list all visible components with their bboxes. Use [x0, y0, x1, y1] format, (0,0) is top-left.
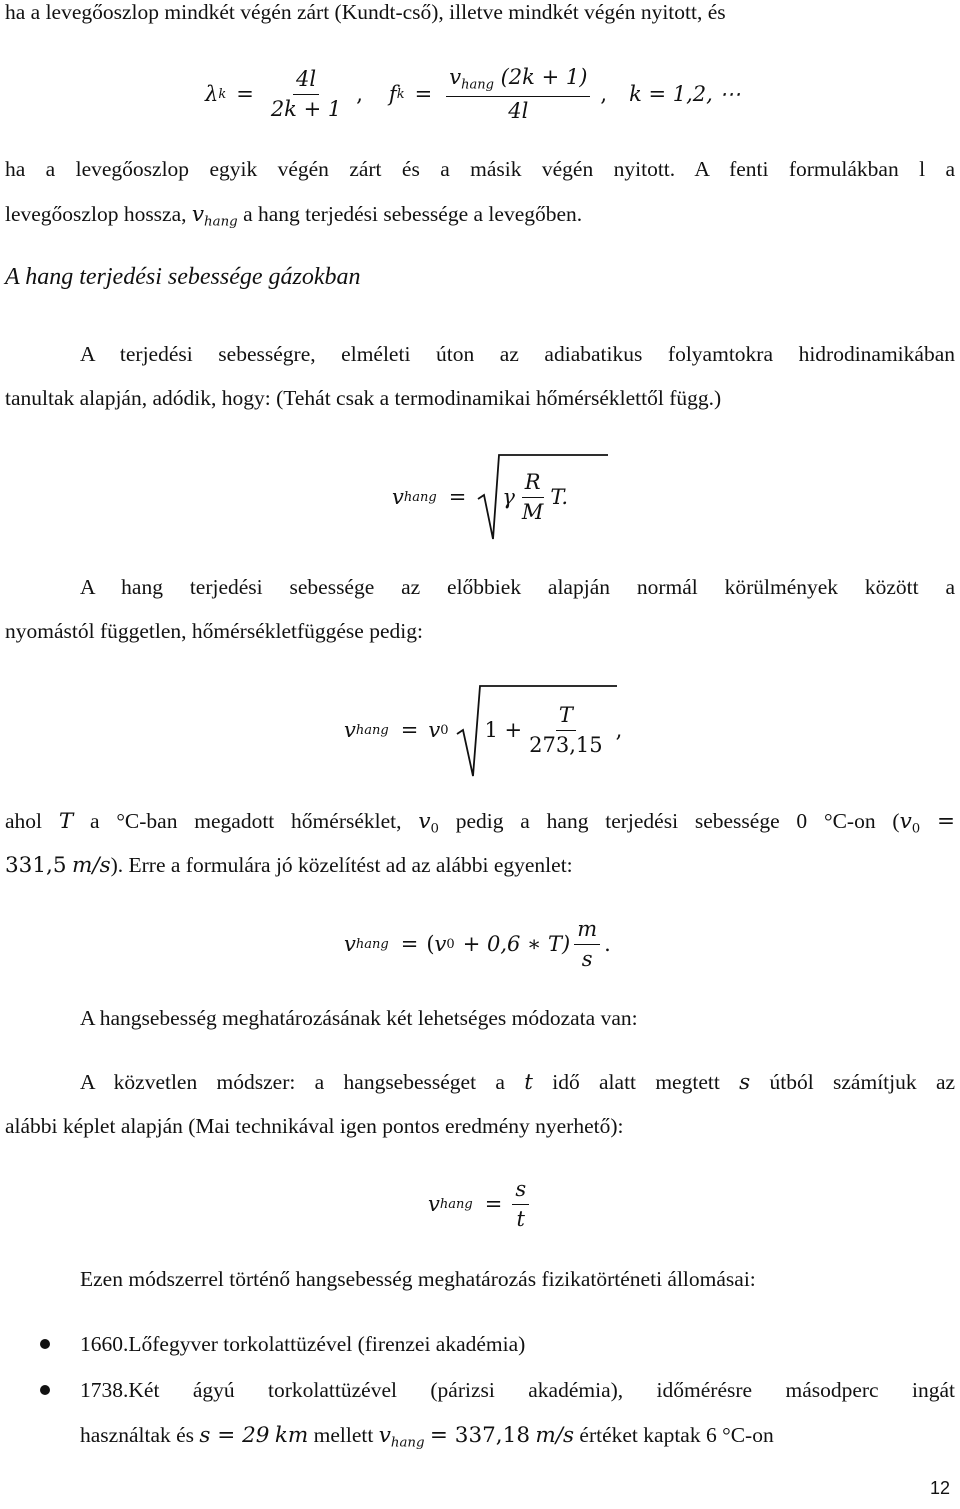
comma: ,	[600, 82, 608, 106]
v-symbol: v	[449, 65, 462, 90]
paragraph-3-line-1	[5, 332, 955, 376]
text: A közvetlen módszer: a hangsebességet a	[80, 1070, 505, 1094]
numerator: s	[512, 1177, 529, 1204]
section-heading: A hang terjedési sebessége gázokban	[5, 264, 361, 290]
fraction-f	[446, 65, 590, 123]
v-value: = 337,18	[429, 1423, 530, 1448]
equals-sign: =	[400, 718, 419, 742]
formula-lambda-f	[205, 58, 741, 130]
paragraph-8	[5, 1257, 955, 1301]
denominator: s	[581, 946, 593, 971]
list-item-line-2	[80, 1413, 955, 1466]
text: levegőoszlop hossza,	[5, 202, 187, 226]
text: ). Erre a formulára jó közelítést ad az alábbi egyenlet:	[110, 853, 573, 877]
v-symbol: v	[418, 809, 431, 834]
denominator: 273,15	[529, 732, 603, 757]
v-symbol: v	[899, 809, 912, 834]
text-line: tanultak alapján, adódik, hogy: (Tehát csak a termodinamikai hőmérséklettől függ.)	[5, 386, 722, 410]
v-symbol: v	[191, 202, 205, 227]
text-line: A hangsebesség meghatározásának két lehetséges módozata van:	[80, 1006, 638, 1030]
subscript: k	[218, 86, 227, 102]
text: értéket kaptak 6	[579, 1423, 717, 1447]
text: C-on	[730, 1423, 774, 1447]
text: használtak és	[80, 1423, 195, 1447]
s-symbol: s	[739, 1070, 751, 1095]
subscript: 0	[430, 821, 439, 837]
unit: km	[274, 1423, 309, 1448]
text: útból számítjuk az	[769, 1070, 956, 1094]
equals-sign: =	[236, 82, 254, 106]
fraction-t	[526, 703, 605, 756]
v-symbol: v	[428, 1192, 440, 1216]
comma: ,	[356, 82, 363, 106]
text: ahol	[5, 809, 43, 833]
text: a	[89, 809, 100, 833]
degree-symbol: °	[722, 1423, 731, 1447]
text: mellett	[313, 1423, 374, 1447]
numerator: R	[522, 470, 544, 497]
paragraph-6	[5, 996, 955, 1040]
paragraph-intro	[5, 0, 955, 34]
text: pedig a hang terjedési sebessége 0	[455, 809, 808, 833]
paragraph-2-line-2	[5, 192, 955, 245]
paragraph-3-line-2	[5, 376, 955, 420]
formula-approximation	[344, 912, 611, 976]
denominator: 2k + 1	[270, 96, 342, 121]
lambda-symbol: λ	[205, 82, 219, 106]
fraction-m-s	[574, 917, 600, 970]
unit: m/s	[71, 853, 111, 878]
text-line: A terjedési sebességre, elméleti úton az adiabatikus folyamtokra hidrodinamikában	[80, 342, 955, 366]
sqrt-radical	[457, 682, 481, 778]
expression: + 0,6 ∗ T)	[462, 932, 571, 956]
page-number: 12	[929, 1478, 950, 1498]
bullet-icon	[40, 1339, 50, 1349]
equals-sign: =	[400, 932, 419, 956]
v0-value: 331,5	[5, 853, 67, 878]
list-item-text: 1738.Két ágyú torkolattüzével (párizsi akadémia), időmérésre másodperc ingát	[80, 1378, 955, 1402]
subscript: hang	[355, 722, 389, 738]
paragraph-4-line-1	[5, 565, 955, 609]
text-line: Ezen módszerrel történő hangsebesség meghatározás fizikatörténeti állomásai:	[80, 1267, 756, 1291]
text: C-ban megadott hőmérséklet,	[124, 809, 402, 833]
subscript: hang	[355, 936, 389, 952]
paragraph-4-line-2	[5, 609, 955, 653]
comma: ,	[615, 718, 623, 742]
equals-sign: =	[414, 82, 433, 106]
text: C-on (	[832, 809, 900, 833]
fraction-s-t	[512, 1177, 529, 1230]
subscript: hang	[204, 214, 238, 230]
v-symbol: v	[434, 932, 447, 956]
list-item-text: 1660.Lőfegyver torkolattüzével (firenzei akadémia)	[80, 1332, 526, 1356]
paragraph-7-line-2	[5, 1104, 955, 1148]
text: a hang terjedési sebessége a levegőben.	[243, 202, 583, 226]
paragraph-2-line-1	[5, 147, 955, 191]
unit: m/s	[535, 1423, 575, 1448]
denominator: t	[516, 1206, 525, 1231]
equals-sign: =	[448, 485, 467, 509]
subscript: 0	[446, 936, 455, 952]
s-value: s = 29	[199, 1423, 270, 1448]
paragraph-5-line-2	[5, 843, 955, 888]
f-symbol: f	[388, 82, 397, 106]
text-line: alábbi képlet alapján (Mai technikával igen pontos eredmény nyerhető):	[5, 1114, 624, 1138]
k-values: k = 1,2, ⋯	[629, 82, 741, 106]
subscript: 0	[440, 722, 449, 738]
equals-sign: =	[937, 809, 956, 834]
text-line: ha a levegőoszlop mindkét végén zárt (Kundt-cső), illetve mindkét végén nyitott, és	[5, 0, 726, 24]
subscript: hang	[461, 77, 494, 93]
t-symbol: T.	[550, 485, 569, 509]
open-paren: (	[426, 932, 435, 956]
equals-sign: =	[484, 1192, 503, 1216]
v-symbol: v	[378, 1423, 391, 1448]
text-line: A hang terjedési sebessége az előbbiek alapján normál körülmények között a	[80, 575, 955, 599]
degree-symbol: °	[116, 809, 125, 833]
formula-sqrt-gamma	[392, 452, 568, 542]
period: .	[604, 932, 611, 956]
numerator: (2k + 1)	[500, 65, 588, 90]
v-symbol: v	[344, 718, 356, 742]
numerator: T	[556, 703, 576, 730]
t-symbol: T	[58, 809, 74, 834]
gamma-symbol: γ	[502, 485, 515, 509]
paragraph-7-line-1	[5, 1060, 955, 1105]
text: idő alatt megtett	[552, 1070, 720, 1094]
fraction-r-m	[519, 470, 547, 523]
denominator: 4l	[508, 98, 529, 123]
list-item	[80, 1322, 955, 1366]
sqrt-radical	[478, 453, 500, 541]
subscript: hang	[390, 1435, 425, 1451]
one-plus: 1 +	[484, 718, 523, 742]
v-symbol: v	[344, 932, 356, 956]
bullet-icon	[40, 1385, 50, 1395]
subscript: hang	[439, 1196, 473, 1212]
text-line: ha a levegőoszlop egyik végén zárt és a másik végén nyitott. A fenti formulákban l a	[5, 157, 955, 181]
degree-symbol: °	[823, 809, 833, 833]
t-symbol: t	[524, 1070, 533, 1095]
subscript: k	[396, 86, 405, 102]
denominator: M	[521, 499, 544, 524]
list-item-line-1	[80, 1368, 955, 1412]
v-symbol: v	[392, 485, 404, 509]
v-symbol: v	[428, 718, 441, 742]
formula-s-over-t	[428, 1172, 533, 1236]
text-line: nyomástól független, hőmérsékletfüggése pedig:	[5, 619, 423, 643]
subscript: 0	[911, 821, 921, 837]
fraction-lambda	[268, 67, 344, 120]
numerator: 4l	[293, 67, 319, 94]
subscript: hang	[403, 489, 437, 505]
formula-temperature	[344, 680, 622, 780]
numerator: m	[574, 917, 600, 944]
